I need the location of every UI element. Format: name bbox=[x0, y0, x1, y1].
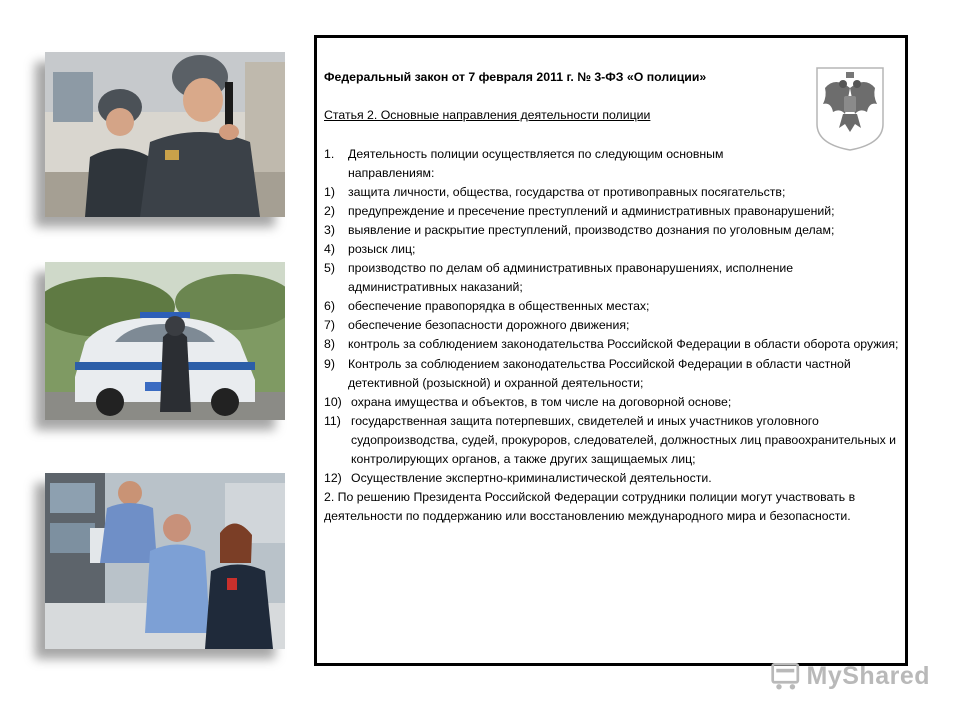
list-item: 12) Осуществление экспертно-криминалистической деятельности. bbox=[324, 470, 712, 485]
watermark-text: MyShared bbox=[806, 661, 930, 690]
myshared-watermark bbox=[770, 656, 930, 696]
list-item: 11) государственная защита потерпевших, свидетелей и иных участников уголовного судопроизводства, судей, прокуроров, следователей, должностных лиц правоохранительных и контролирующих органов, а также других защищаемых лиц; bbox=[324, 413, 897, 466]
dispatch-center-photo bbox=[45, 473, 285, 649]
article-heading: Статья 2. Основные направления деятельности полиции bbox=[324, 108, 651, 122]
list-item: 8) контроль за соблюдением законодательства Российской Федерации в области оборота оружия; bbox=[324, 337, 899, 352]
police-officers-photo bbox=[45, 52, 285, 217]
list-item: 9) Контроль за соблюдением законодательства Российской Федерации в области частной детективной (розыскной) и охранной деятельности; bbox=[324, 356, 851, 390]
list-item: 1. Деятельность полиции осуществляется по следующим основным направлениям: bbox=[324, 147, 724, 181]
paragraph-2: 2. По решению Президента Российской Федерации сотрудники полиции могут участвовать в деятельности по поддержанию или восстановлению международного мира и безопасности. bbox=[324, 489, 856, 523]
russian-coat-of-arms-icon bbox=[815, 66, 885, 152]
list-item: 7) обеспечение безопасности дорожного движения; bbox=[324, 318, 630, 333]
list-item: 3) выявление и раскрытие преступлений, производство дознания по уголовным делам; bbox=[324, 223, 835, 238]
list-item: 10) охрана имущества и объектов, в том числе на договорной основе; bbox=[324, 394, 732, 409]
list-item: 4) розыск лиц; bbox=[324, 242, 416, 257]
list-item: 5) производство по делам об административных правонарушениях, исполнение административных наказаний; bbox=[324, 261, 794, 295]
list-item: 6) обеспечение правопорядка в общественных местах; bbox=[324, 299, 650, 314]
law-document-panel bbox=[314, 35, 908, 666]
cart-icon bbox=[770, 659, 801, 693]
directions-list bbox=[324, 145, 904, 526]
list-item: 1) защита личности, общества, государства от противоправных посягательств; bbox=[324, 185, 786, 200]
document-title: Федеральный закон от 7 февраля 2011 г. № 3-ФЗ «О полиции» bbox=[324, 70, 707, 84]
police-car-photo bbox=[45, 262, 285, 420]
list-item: 2) предупреждение и пресечение преступлений и административных правонарушений; bbox=[324, 204, 835, 219]
